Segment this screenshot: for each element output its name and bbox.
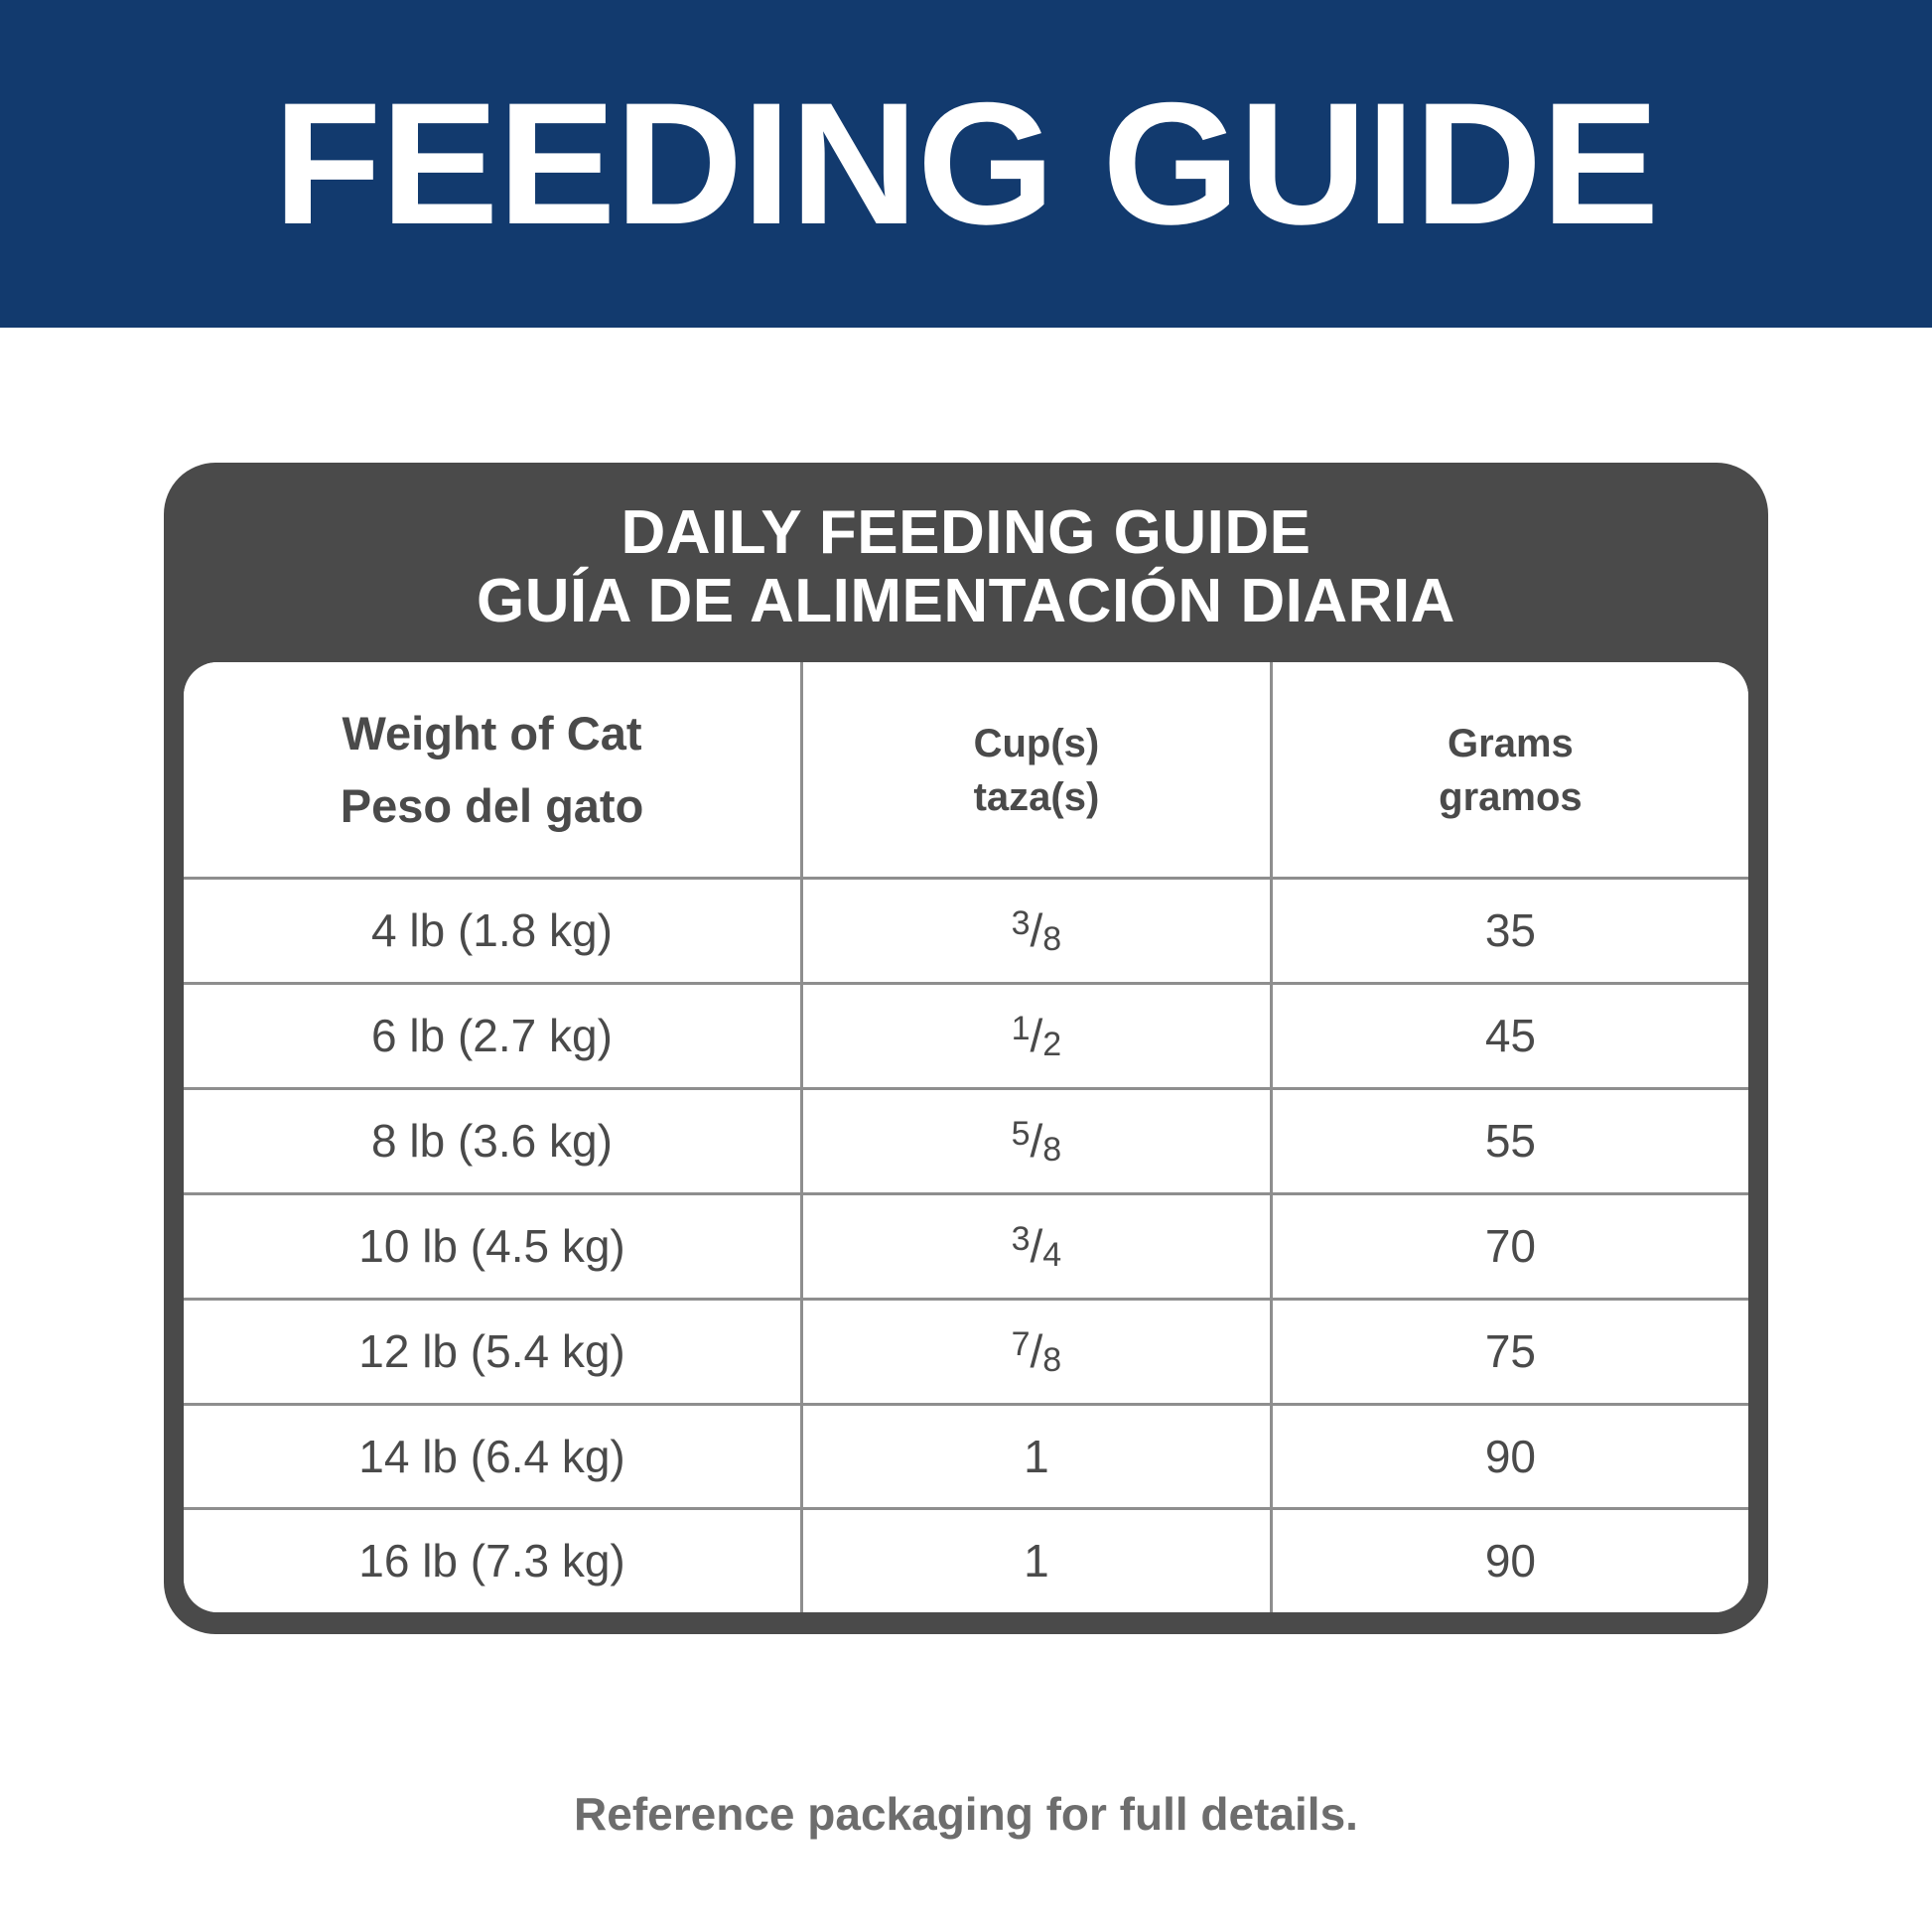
fraction-numerator: 1 <box>1011 1009 1031 1047</box>
feeding-table <box>184 662 1748 1612</box>
fraction-denominator: 4 <box>1042 1235 1062 1274</box>
fraction-value <box>1011 1219 1062 1274</box>
cell-grams: 55 <box>1271 1088 1748 1193</box>
footnote: Reference packaging for full details. <box>574 1788 1358 1840</box>
card-heading <box>184 488 1748 662</box>
column-header-grams-en: Grams <box>1448 721 1574 765</box>
fraction-slash: / <box>1030 1324 1043 1377</box>
fraction-numerator: 3 <box>1011 903 1031 942</box>
page-title: FEEDING GUIDE <box>273 67 1659 261</box>
cell-grams: 45 <box>1271 983 1748 1088</box>
table-row <box>184 878 1748 983</box>
fraction-slash: / <box>1030 1219 1043 1272</box>
cell-weight: 14 lb (6.4 kg) <box>184 1404 802 1509</box>
table-row <box>184 1088 1748 1193</box>
fraction-value <box>1011 903 1062 958</box>
cell-weight: 16 lb (7.3 kg) <box>184 1509 802 1612</box>
cell-weight: 8 lb (3.6 kg) <box>184 1088 802 1193</box>
fraction-denominator: 8 <box>1042 1340 1062 1379</box>
cell-cups: 1 <box>802 1509 1272 1612</box>
cell-cups <box>802 983 1272 1088</box>
cell-grams: 75 <box>1271 1299 1748 1404</box>
fraction-numerator: 7 <box>1011 1324 1031 1363</box>
fraction-slash: / <box>1030 1009 1043 1061</box>
cell-weight: 4 lb (1.8 kg) <box>184 878 802 983</box>
column-header-weight <box>184 662 802 878</box>
fraction-denominator: 2 <box>1042 1025 1062 1063</box>
table-body <box>184 878 1748 1612</box>
cell-grams: 90 <box>1271 1509 1748 1612</box>
column-header-cups-es: taza(s) <box>973 774 1100 819</box>
table-row <box>184 1299 1748 1404</box>
table-row <box>184 1193 1748 1299</box>
header-banner <box>0 0 1932 328</box>
cell-cups: 1 <box>802 1404 1272 1509</box>
table-row <box>184 1509 1748 1612</box>
cell-grams: 35 <box>1271 878 1748 983</box>
cell-weight: 6 lb (2.7 kg) <box>184 983 802 1088</box>
column-header-weight-es: Peso del gato <box>340 778 644 832</box>
fraction-numerator: 5 <box>1011 1114 1031 1153</box>
fraction-denominator: 8 <box>1042 919 1062 958</box>
fraction-value <box>1011 1114 1062 1169</box>
cell-weight: 12 lb (5.4 kg) <box>184 1299 802 1404</box>
card-heading-es: GUÍA DE ALIMENTACIÓN DIARIA <box>477 567 1455 636</box>
cell-cups <box>802 878 1272 983</box>
cell-grams: 70 <box>1271 1193 1748 1299</box>
cell-cups <box>802 1193 1272 1299</box>
column-header-grams-es: gramos <box>1439 774 1583 819</box>
fraction-value <box>1011 1324 1062 1379</box>
fraction-numerator: 3 <box>1011 1219 1031 1258</box>
fraction-denominator: 8 <box>1042 1130 1062 1169</box>
column-header-cups-en: Cup(s) <box>973 721 1100 765</box>
cell-cups <box>802 1299 1272 1404</box>
table-row <box>184 983 1748 1088</box>
column-header-cups <box>802 662 1272 878</box>
card-heading-en: DAILY FEEDING GUIDE <box>621 498 1311 567</box>
fraction-value <box>1011 1009 1062 1063</box>
fraction-slash: / <box>1030 1114 1043 1167</box>
cell-grams: 90 <box>1271 1404 1748 1509</box>
table-row <box>184 1404 1748 1509</box>
column-header-grams <box>1271 662 1748 878</box>
column-header-weight-en: Weight of Cat <box>342 706 642 759</box>
cell-weight: 10 lb (4.5 kg) <box>184 1193 802 1299</box>
feeding-guide-card <box>164 463 1768 1634</box>
fraction-slash: / <box>1030 903 1043 956</box>
cell-cups <box>802 1088 1272 1193</box>
table-header-row <box>184 662 1748 878</box>
